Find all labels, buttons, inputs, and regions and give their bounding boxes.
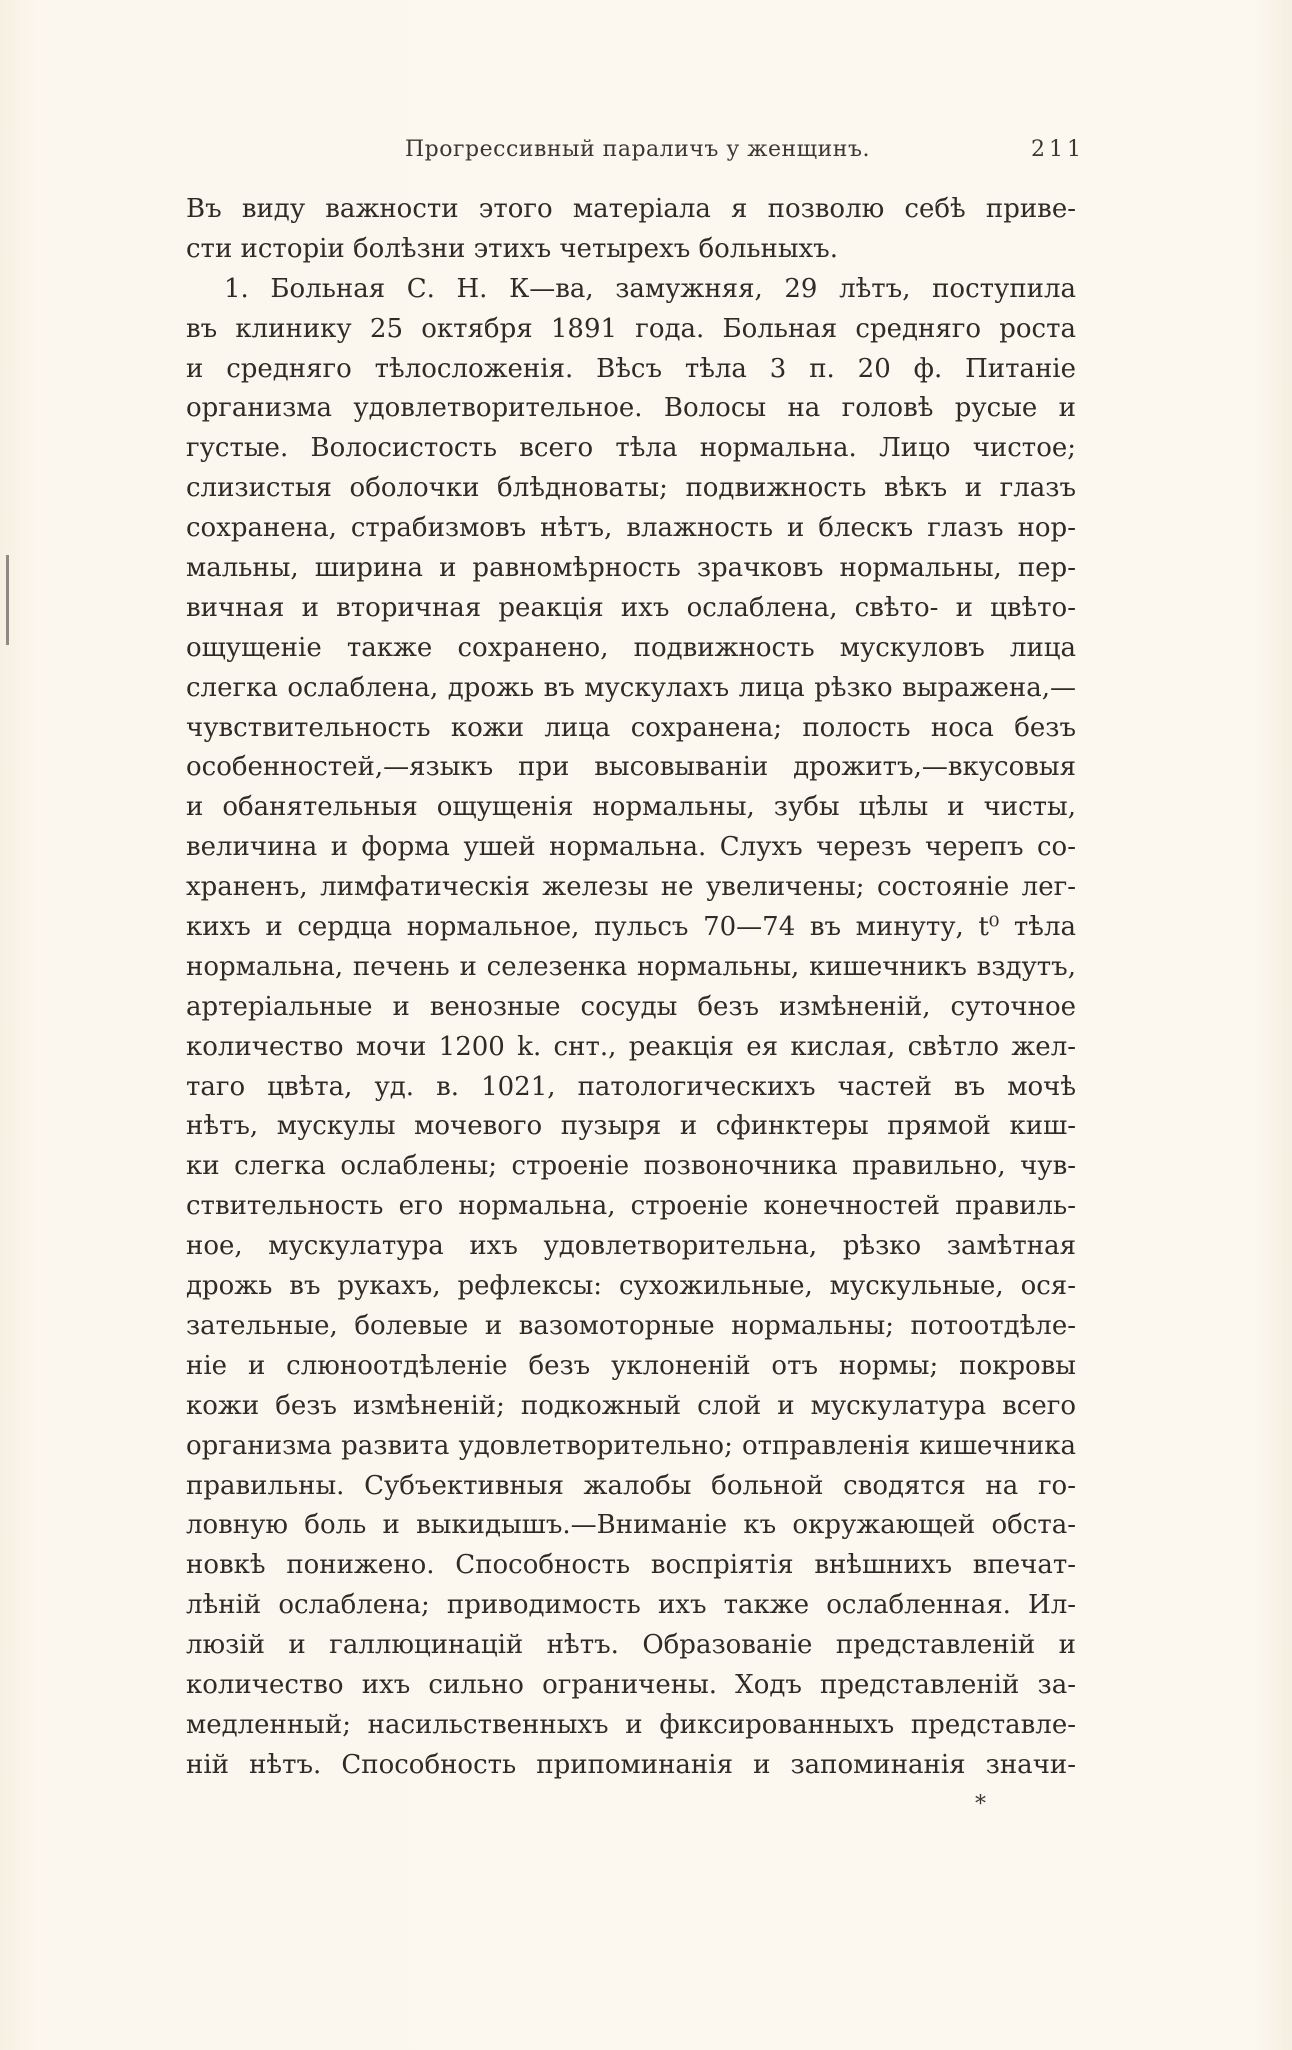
text-line: слизистыя оболочки блѣдноваты; подвижность вѣкъ и глазъ <box>186 473 1076 504</box>
text-line: ное, мускулатура ихъ удовлетворительна, рѣзко замѣтная <box>186 1231 1076 1262</box>
text-line: 1. Больная С. Н. К—ва, замужняя, 29 лѣтъ, поступила <box>224 273 1076 304</box>
text-line: въ клинику 25 октября 1891 года. Больная средняго роста <box>186 313 1076 344</box>
text-line: величина и форма ушей нормальна. Слухъ черезъ черепъ со- <box>186 832 1076 863</box>
text-line: мальны, ширина и равномѣрность зрачковъ нормальны, пер- <box>186 553 1076 584</box>
text-line: количество ихъ сильно ограничены. Ходъ представленій за- <box>186 1669 1076 1700</box>
text-line: дрожь въ рукахъ, рефлексы: сухожильные, мускульные, ося- <box>186 1271 1076 1302</box>
text-line: организма развита удовлетворительно; отправленія кишечника <box>186 1430 1076 1461</box>
text-line: особенностей,—языкъ при высовываніи дрожитъ,—вкусовыя <box>186 752 1076 783</box>
text-line: новкѣ понижено. Способность воспріятія внѣшнихъ впечат- <box>186 1550 1076 1581</box>
text-line: люзій и галлюцинацій нѣтъ. Образованіе представленій и <box>186 1630 1076 1661</box>
text-line: ощущеніе также сохранено, подвижность мускуловъ лица <box>186 632 1076 663</box>
text-line: сти исторіи болѣзни этихъ четырехъ больныхъ. <box>186 233 838 264</box>
text-line: сохранена, страбизмовъ нѣтъ, влажность и блескъ глазъ нор- <box>186 513 1076 544</box>
text-line: и средняго тѣлосложенія. Вѣсъ тѣла 3 п. 20 ф. Питаніе <box>186 353 1076 384</box>
text-line: и обанятельныя ощущенія нормальны, зубы цѣлы и чисты, <box>186 792 1076 823</box>
text-line: ствительность его нормальна, строеніе конечностей правиль- <box>186 1191 1076 1222</box>
text-line: правильны. Субъективныя жалобы больной сводятся на го- <box>186 1470 1076 1501</box>
text-line: Въ виду важности этого матеріала я позволю себѣ приве- <box>186 194 1076 224</box>
signature-mark: * <box>975 1792 986 1817</box>
text-line: слегка ослаблена, дрожь въ мускулахъ лица рѣзко выражена,— <box>186 672 1076 703</box>
text-line: артеріальные и венозные сосуды безъ измѣненій, суточное <box>186 991 1076 1022</box>
page-header <box>185 137 1095 167</box>
text-line: ки слегка ослаблены; строеніе позвоночника правильно, чув- <box>186 1151 1076 1182</box>
text-line: вичная и вторичная реакція ихъ ослаблена, свѣто- и цвѣто- <box>186 592 1076 623</box>
text-line: ніе и слюноотдѣленіе безъ уклоненій отъ нормы; покровы <box>186 1350 1076 1381</box>
running-title: Прогрессивный параличъ у женщинъ. <box>405 137 870 162</box>
text-line: нѣтъ, мускулы мочевого пузыря и сфинктеры прямой киш- <box>186 1111 1076 1142</box>
text-line: чувствительность кожи лица сохранена; полость носа безъ <box>186 712 1076 743</box>
body-text <box>186 190 1076 1786</box>
text-line: медленный; насильственныхъ и фиксированныхъ представле- <box>186 1709 1076 1740</box>
text-line: количество мочи 1200 k. снт., реакція ея кислая, свѣтло жел- <box>186 1031 1076 1062</box>
binding-mark <box>6 555 9 645</box>
text-line: ловную боль и выкидышъ.—Вниманіе къ окружающей обста- <box>186 1510 1076 1541</box>
text-line: нормальна, печень и селезенка нормальны, кишечникъ вздутъ, <box>186 951 1076 982</box>
text-line: зательные, болевые и вазомоторные нормальны; потоотдѣле- <box>186 1310 1076 1341</box>
text-line: кожи безъ измѣненій; подкожный слой и мускулатура всего <box>186 1390 1076 1421</box>
text-line: ній нѣтъ. Способность припоминанія и запоминанія значи- <box>186 1749 1076 1780</box>
text-line: храненъ, лимфатическія железы не увеличены; состояніе лег- <box>186 872 1076 903</box>
text-line: лѣній ослаблена; приводимость ихъ также ослабленная. Ил- <box>186 1590 1076 1621</box>
text-line: таго цвѣта, уд. в. 1021, патологическихъ частей въ мочѣ <box>186 1071 1076 1102</box>
text-line: густые. Волосистость всего тѣла нормальна. Лицо чистое; <box>186 433 1076 464</box>
page-number: 211 <box>1031 137 1085 162</box>
text-line: кихъ и сердца нормальное, пульсъ 70—74 въ минуту, t⁰ тѣла <box>186 912 1076 943</box>
text-line: организма удовлетворительное. Волосы на головѣ русые и <box>186 393 1076 424</box>
